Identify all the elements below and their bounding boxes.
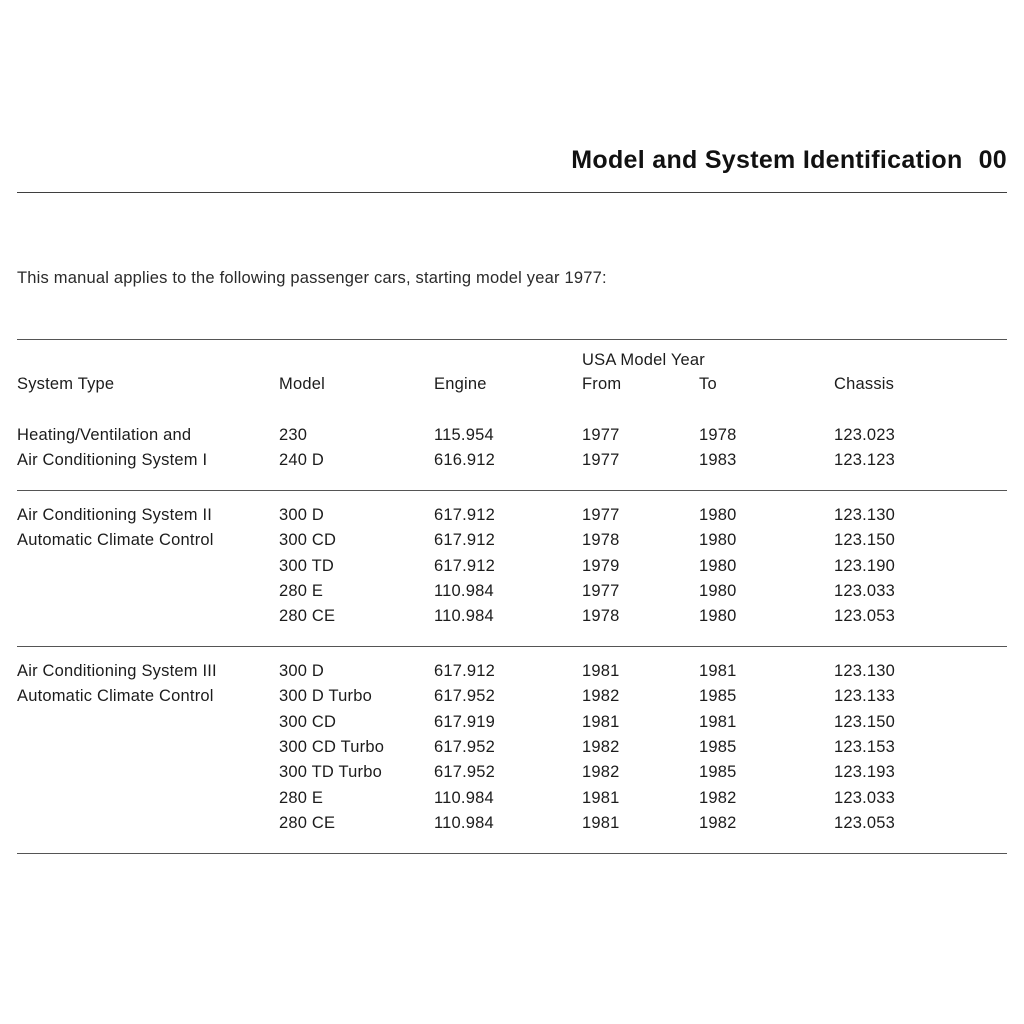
system-type-cell: Air Conditioning System II (17, 505, 213, 524)
from-cell: 1977 (582, 451, 620, 470)
to-cell: 1980 (699, 556, 737, 575)
table-row (17, 528, 1007, 553)
from-cell: 1981 (582, 661, 620, 680)
from-cell: 1978 (582, 531, 620, 550)
table-row (17, 684, 1007, 709)
chassis-cell: 123.130 (834, 505, 896, 524)
column-header-to: To (699, 375, 717, 393)
model-cell: 300 TD (279, 556, 335, 575)
chassis-cell: 123.033 (834, 582, 896, 601)
chassis-cell: 123.053 (834, 814, 896, 833)
to-cell: 1978 (699, 426, 737, 444)
chassis-cell: 123.130 (834, 661, 896, 680)
model-cell: 300 D Turbo (279, 687, 373, 706)
to-cell: 1980 (699, 607, 737, 626)
table-row (17, 786, 1007, 811)
model-cell: 280 E (279, 582, 324, 601)
chassis-cell: 123.150 (834, 531, 896, 550)
to-cell: 1981 (699, 712, 737, 731)
from-cell: 1977 (582, 505, 620, 524)
model-cell: 300 D (279, 661, 325, 680)
column-header-model: Model (279, 375, 325, 393)
to-cell: 1982 (699, 788, 737, 807)
model-cell: 280 CE (279, 814, 336, 833)
engine-cell: 617.912 (434, 661, 496, 680)
model-cell: 230 (279, 426, 308, 444)
table-bottom-rule (17, 853, 1007, 854)
chassis-cell: 123.033 (834, 788, 896, 807)
model-cell: 280 E (279, 788, 324, 807)
model-cell: 300 CD Turbo (279, 738, 385, 757)
page-title (17, 146, 1007, 175)
engine-cell: 110.984 (434, 607, 494, 626)
model-cell: 280 CE (279, 607, 336, 626)
system-type-cell: Automatic Climate Control (17, 531, 214, 550)
engine-cell: 617.919 (434, 712, 496, 731)
to-cell: 1980 (699, 531, 737, 550)
engine-cell: 617.912 (434, 531, 496, 550)
table-row (17, 503, 1007, 528)
table-row (17, 811, 1007, 836)
table-span-header-row (17, 340, 1007, 370)
model-cell: 300 TD Turbo (279, 763, 382, 782)
chassis-cell: 123.053 (834, 607, 896, 626)
chassis-cell: 123.190 (834, 556, 896, 575)
to-cell: 1982 (699, 814, 737, 833)
from-cell: 1982 (582, 687, 620, 706)
system-group (17, 411, 1007, 490)
to-cell: 1985 (699, 763, 737, 782)
engine-cell: 110.984 (434, 582, 494, 601)
engine-cell: 115.954 (434, 426, 494, 444)
engine-cell: 616.912 (434, 451, 496, 470)
table-row (17, 579, 1007, 604)
chassis-cell: 123.150 (834, 712, 896, 731)
model-cell: 300 CD (279, 712, 337, 731)
usa-model-year-header: USA Model Year (582, 351, 705, 369)
system-group (17, 491, 1007, 646)
system-type-cell: Heating/Ventilation and (17, 426, 192, 444)
table-row (17, 735, 1007, 760)
from-cell: 1981 (582, 814, 620, 833)
to-cell: 1980 (699, 582, 737, 601)
intro-text: This manual applies to the following passenger cars, starting model year 1977: (17, 269, 607, 287)
model-cell: 240 D (279, 451, 325, 470)
system-type-cell: Automatic Climate Control (17, 687, 214, 706)
table-row (17, 710, 1007, 735)
to-cell: 1985 (699, 687, 737, 706)
from-cell: 1981 (582, 712, 620, 731)
to-cell: 1985 (699, 738, 737, 757)
to-cell: 1980 (699, 505, 737, 524)
table-row (17, 659, 1007, 684)
table-row (17, 448, 1007, 473)
table-row (17, 604, 1007, 629)
model-cell: 300 D (279, 505, 325, 524)
model-cell: 300 CD (279, 531, 337, 550)
to-cell: 1983 (699, 451, 737, 470)
chassis-cell: 123.133 (834, 687, 896, 706)
from-cell: 1977 (582, 582, 620, 601)
chassis-cell: 123.123 (834, 451, 896, 470)
chassis-cell: 123.023 (834, 426, 896, 444)
engine-cell: 617.952 (434, 763, 496, 782)
column-header-chassis: Chassis (834, 375, 895, 393)
from-cell: 1979 (582, 556, 620, 575)
column-header-system-type: System Type (17, 375, 115, 393)
chassis-cell: 123.153 (834, 738, 896, 757)
table-column-header-row (17, 370, 1007, 411)
page-title-text: Model and System Identification (571, 146, 963, 174)
table-body (17, 411, 1007, 853)
system-type-cell: Air Conditioning System I (17, 451, 208, 470)
system-type-cell: Air Conditioning System III (17, 661, 217, 680)
engine-cell: 110.984 (434, 814, 494, 833)
from-cell: 1977 (582, 426, 620, 444)
from-cell: 1978 (582, 607, 620, 626)
page-header (17, 0, 1007, 193)
engine-cell: 617.952 (434, 738, 496, 757)
table-row (17, 760, 1007, 785)
column-header-engine: Engine (434, 375, 487, 393)
table-row (17, 423, 1007, 448)
system-group (17, 647, 1007, 853)
section-number: 00 (978, 146, 1007, 174)
models-table (17, 339, 1007, 854)
chassis-cell: 123.193 (834, 763, 896, 782)
table-row (17, 554, 1007, 579)
from-cell: 1982 (582, 763, 620, 782)
to-cell: 1981 (699, 661, 737, 680)
engine-cell: 617.912 (434, 505, 496, 524)
from-cell: 1981 (582, 788, 620, 807)
column-header-from: From (582, 375, 622, 393)
engine-cell: 617.912 (434, 556, 496, 575)
from-cell: 1982 (582, 738, 620, 757)
engine-cell: 110.984 (434, 788, 494, 807)
engine-cell: 617.952 (434, 687, 496, 706)
